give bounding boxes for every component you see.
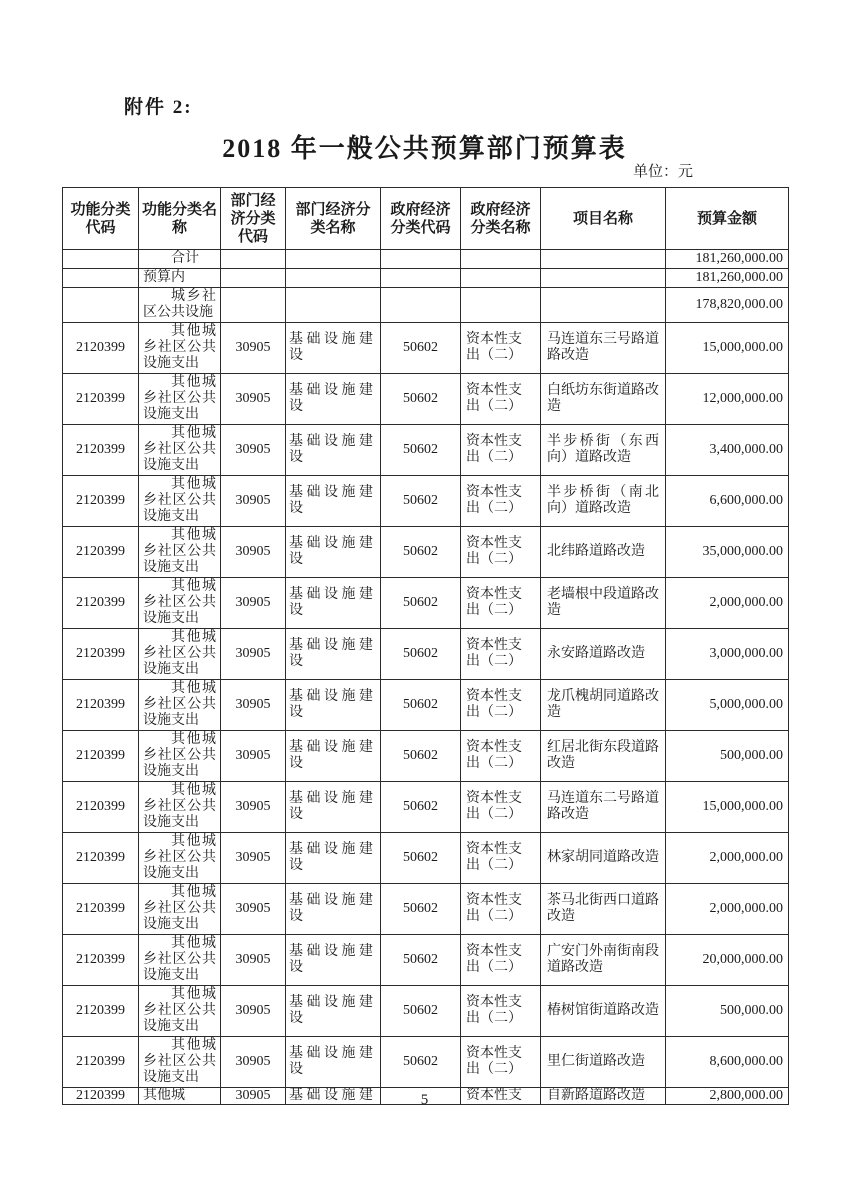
project-name-cell: 半步桥街（南北向）道路改造: [541, 476, 666, 527]
gov-code-cell: [381, 269, 461, 288]
project-name-cell: 椿树馆街道路改造: [541, 986, 666, 1037]
project-name-cell: [541, 288, 666, 323]
table-row: [63, 935, 789, 986]
func-name-cell: 其他城乡社区公共设施支出: [139, 476, 221, 527]
table-row: [63, 986, 789, 1037]
dept-name-cell: 基础设施建设: [286, 833, 381, 884]
func-name-cell: 其他城乡社区公共设施支出: [139, 833, 221, 884]
table-header-row: [63, 188, 789, 250]
budget-amount-cell: 8,600,000.00: [666, 1037, 789, 1088]
dept-name-cell: 基础设施建设: [286, 323, 381, 374]
dept-name-cell: 基础设施建设: [286, 629, 381, 680]
gov-code-cell: 50602: [381, 578, 461, 629]
project-name-cell: 马连道东二号路道路改造: [541, 782, 666, 833]
gov-code-cell: 50602: [381, 374, 461, 425]
func-code-cell: 2120399: [63, 782, 139, 833]
col-header-gov-econ-name: 政府经济分类名称: [461, 188, 541, 250]
gov-name-cell: 资本性支出（二）: [461, 323, 541, 374]
budget-amount-cell: 500,000.00: [666, 731, 789, 782]
gov-name-cell: 资本性支出（二）: [461, 476, 541, 527]
table-row: [63, 833, 789, 884]
project-name-cell: 马连道东三号路道路改造: [541, 323, 666, 374]
budget-amount-cell: 2,000,000.00: [666, 833, 789, 884]
func-name-cell: 其他城乡社区公共设施支出: [139, 782, 221, 833]
budget-amount-cell: 181,260,000.00: [666, 250, 789, 269]
budget-amount-cell: 15,000,000.00: [666, 323, 789, 374]
project-name-cell: 北纬路道路改造: [541, 527, 666, 578]
col-header-gov-econ-code: 政府经济分类代码: [381, 188, 461, 250]
table-row: [63, 578, 789, 629]
func-name-cell: 其他城: [139, 1088, 221, 1105]
dept-code-cell: 30905: [221, 1037, 286, 1088]
gov-name-cell: 资本性支出（二）: [461, 935, 541, 986]
func-name-cell: 其他城乡社区公共设施支出: [139, 323, 221, 374]
func-code-cell: 2120399: [63, 1037, 139, 1088]
summary-label-cell: 预算内: [139, 269, 221, 288]
dept-code-cell: [221, 288, 286, 323]
dept-code-cell: 30905: [221, 935, 286, 986]
gov-code-cell: 50602: [381, 629, 461, 680]
budget-amount-cell: 181,260,000.00: [666, 269, 789, 288]
table-row: [63, 884, 789, 935]
func-code-cell: 2120399: [63, 476, 139, 527]
gov-code-cell: 50602: [381, 680, 461, 731]
func-name-cell: 其他城乡社区公共设施支出: [139, 935, 221, 986]
gov-name-cell: [461, 288, 541, 323]
gov-code-cell: 50602: [381, 527, 461, 578]
func-name-cell: 其他城乡社区公共设施支出: [139, 578, 221, 629]
dept-code-cell: 30905: [221, 986, 286, 1037]
func-name-cell: 其他城乡社区公共设施支出: [139, 986, 221, 1037]
table-row: [63, 374, 789, 425]
budget-amount-cell: 3,000,000.00: [666, 629, 789, 680]
gov-name-cell: 资本性支出（二）: [461, 782, 541, 833]
gov-name-cell: 资本性支出（二）: [461, 833, 541, 884]
budget-amount-cell: 178,820,000.00: [666, 288, 789, 323]
budget-amount-cell: 2,000,000.00: [666, 884, 789, 935]
dept-code-cell: 30905: [221, 1088, 286, 1105]
func-code-cell: 2120399: [63, 935, 139, 986]
project-name-cell: 半步桥街（东西向）道路改造: [541, 425, 666, 476]
dept-code-cell: 30905: [221, 527, 286, 578]
budget-amount-cell: 3,400,000.00: [666, 425, 789, 476]
dept-code-cell: 30905: [221, 731, 286, 782]
table-row: [63, 782, 789, 833]
dept-name-cell: [286, 288, 381, 323]
budget-amount-cell: 20,000,000.00: [666, 935, 789, 986]
func-code-cell: 2120399: [63, 731, 139, 782]
table-row: [63, 629, 789, 680]
func-name-cell: 其他城乡社区公共设施支出: [139, 629, 221, 680]
table-row: [63, 425, 789, 476]
project-name-cell: 林家胡同道路改造: [541, 833, 666, 884]
gov-name-cell: 资本性支出（二）: [461, 374, 541, 425]
gov-name-cell: 资本性支出（二）: [461, 680, 541, 731]
budget-amount-cell: 12,000,000.00: [666, 374, 789, 425]
gov-name-cell: 资本性支出（二）: [461, 986, 541, 1037]
table-row: [63, 731, 789, 782]
func-name-cell: 其他城乡社区公共设施支出: [139, 680, 221, 731]
dept-name-cell: 基础设施建设: [286, 476, 381, 527]
gov-code-cell: 50602: [381, 986, 461, 1037]
func-code-cell: 2120399: [63, 425, 139, 476]
dept-name-cell: 基础设施建设: [286, 884, 381, 935]
dept-code-cell: 30905: [221, 884, 286, 935]
dept-code-cell: [221, 269, 286, 288]
budget-amount-cell: 35,000,000.00: [666, 527, 789, 578]
budget-amount-cell: 6,600,000.00: [666, 476, 789, 527]
col-header-dept-econ-code: 部门经济分类代码: [221, 188, 286, 250]
func-code-cell: [63, 288, 139, 323]
func-code-cell: 2120399: [63, 833, 139, 884]
func-code-cell: 2120399: [63, 1088, 139, 1105]
project-name-cell: 红居北街东段道路改造: [541, 731, 666, 782]
budget-amount-cell: 2,000,000.00: [666, 578, 789, 629]
func-code-cell: 2120399: [63, 578, 139, 629]
dept-code-cell: 30905: [221, 323, 286, 374]
func-code-cell: 2120399: [63, 884, 139, 935]
table-row: [63, 527, 789, 578]
project-name-cell: 白纸坊东街道路改造: [541, 374, 666, 425]
func-name-cell: 其他城乡社区公共设施支出: [139, 527, 221, 578]
dept-code-cell: 30905: [221, 629, 286, 680]
func-name-cell: 其他城乡社区公共设施支出: [139, 374, 221, 425]
summary-row: [63, 250, 789, 269]
dept-code-cell: 30905: [221, 578, 286, 629]
page-title: 2018 年一般公共预算部门预算表: [222, 134, 627, 163]
dept-name-cell: 基础设施建设: [286, 986, 381, 1037]
gov-code-cell: 50602: [381, 782, 461, 833]
gov-code-cell: 50602: [381, 731, 461, 782]
dept-code-cell: 30905: [221, 476, 286, 527]
func-code-cell: 2120399: [63, 680, 139, 731]
project-name-cell: 广安门外南街南段道路改造: [541, 935, 666, 986]
dept-name-cell: 基础设施建设: [286, 425, 381, 476]
budget-table: [62, 187, 789, 1105]
dept-name-cell: 基础设施建设: [286, 782, 381, 833]
func-code-cell: 2120399: [63, 527, 139, 578]
col-header-func-code: 功能分类代码: [63, 188, 139, 250]
dept-code-cell: 30905: [221, 425, 286, 476]
gov-code-cell: [381, 288, 461, 323]
budget-amount-cell: 15,000,000.00: [666, 782, 789, 833]
dept-name-cell: 基础设施建设: [286, 680, 381, 731]
budget-amount-cell: 5,000,000.00: [666, 680, 789, 731]
dept-code-cell: 30905: [221, 833, 286, 884]
gov-code-cell: 50602: [381, 1037, 461, 1088]
attachment-label: 附件 2:: [124, 97, 193, 118]
gov-code-cell: 50602: [381, 935, 461, 986]
project-name-cell: 里仁街道路改造: [541, 1037, 666, 1088]
func-name-cell: 其他城乡社区公共设施支出: [139, 1037, 221, 1088]
col-header-budget-amount: 预算金额: [666, 188, 789, 250]
gov-name-cell: 资本性支出（二）: [461, 884, 541, 935]
table-row: [63, 476, 789, 527]
func-code-cell: 2120399: [63, 374, 139, 425]
func-code-cell: 2120399: [63, 986, 139, 1037]
func-code-cell: 2120399: [63, 323, 139, 374]
func-name-cell: 其他城乡社区公共设施支出: [139, 731, 221, 782]
page-number: 5: [420, 1092, 429, 1108]
col-header-func-name: 功能分类名称: [139, 188, 221, 250]
gov-name-cell: 资本性支出（二）: [461, 425, 541, 476]
table-row: [63, 323, 789, 374]
dept-name-cell: [286, 250, 381, 269]
col-header-project-name: 项目名称: [541, 188, 666, 250]
summary-label-cell: 城乡社区公共设施: [139, 288, 221, 323]
project-name-cell: 龙爪槐胡同道路改造: [541, 680, 666, 731]
budget-amount-cell: 500,000.00: [666, 986, 789, 1037]
gov-code-cell: [381, 250, 461, 269]
gov-code-cell: 50602: [381, 425, 461, 476]
gov-code-cell: 50602: [381, 833, 461, 884]
budget-amount-cell: 2,800,000.00: [666, 1088, 789, 1105]
func-name-cell: 其他城乡社区公共设施支出: [139, 425, 221, 476]
func-code-cell: [63, 250, 139, 269]
table-row: [63, 1037, 789, 1088]
project-name-cell: 永安路道路改造: [541, 629, 666, 680]
dept-name-cell: 基础设施建: [286, 1088, 381, 1105]
dept-name-cell: 基础设施建设: [286, 1037, 381, 1088]
gov-code-cell: 50602: [381, 884, 461, 935]
table-row: [63, 680, 789, 731]
dept-name-cell: 基础设施建设: [286, 527, 381, 578]
gov-name-cell: 资本性支出（二）: [461, 527, 541, 578]
gov-code-cell: 50602: [381, 323, 461, 374]
project-name-cell: 茶马北街西口道路改造: [541, 884, 666, 935]
gov-name-cell: 资本性支: [461, 1088, 541, 1105]
gov-name-cell: [461, 269, 541, 288]
summary-row: [63, 288, 789, 323]
dept-name-cell: [286, 269, 381, 288]
project-name-cell: 老墙根中段道路改造: [541, 578, 666, 629]
project-name-cell: 自新路道路改造: [541, 1088, 666, 1105]
dept-name-cell: 基础设施建设: [286, 935, 381, 986]
dept-name-cell: 基础设施建设: [286, 578, 381, 629]
gov-name-cell: 资本性支出（二）: [461, 578, 541, 629]
summary-row: [63, 269, 789, 288]
dept-code-cell: [221, 250, 286, 269]
summary-label-cell: 合计: [139, 250, 221, 269]
col-header-dept-econ-name: 部门经济分类名称: [286, 188, 381, 250]
dept-name-cell: 基础设施建设: [286, 731, 381, 782]
table-header: [63, 188, 789, 250]
gov-name-cell: 资本性支出（二）: [461, 629, 541, 680]
func-name-cell: 其他城乡社区公共设施支出: [139, 884, 221, 935]
dept-name-cell: 基础设施建设: [286, 374, 381, 425]
table-body: [63, 250, 789, 1105]
gov-name-cell: 资本性支出（二）: [461, 1037, 541, 1088]
gov-name-cell: 资本性支出（二）: [461, 731, 541, 782]
project-name-cell: [541, 269, 666, 288]
func-code-cell: 2120399: [63, 629, 139, 680]
dept-code-cell: 30905: [221, 374, 286, 425]
dept-code-cell: 30905: [221, 782, 286, 833]
project-name-cell: [541, 250, 666, 269]
gov-name-cell: [461, 250, 541, 269]
unit-label: 单位：元: [632, 164, 693, 180]
func-code-cell: [63, 269, 139, 288]
dept-code-cell: 30905: [221, 680, 286, 731]
gov-code-cell: 50602: [381, 476, 461, 527]
